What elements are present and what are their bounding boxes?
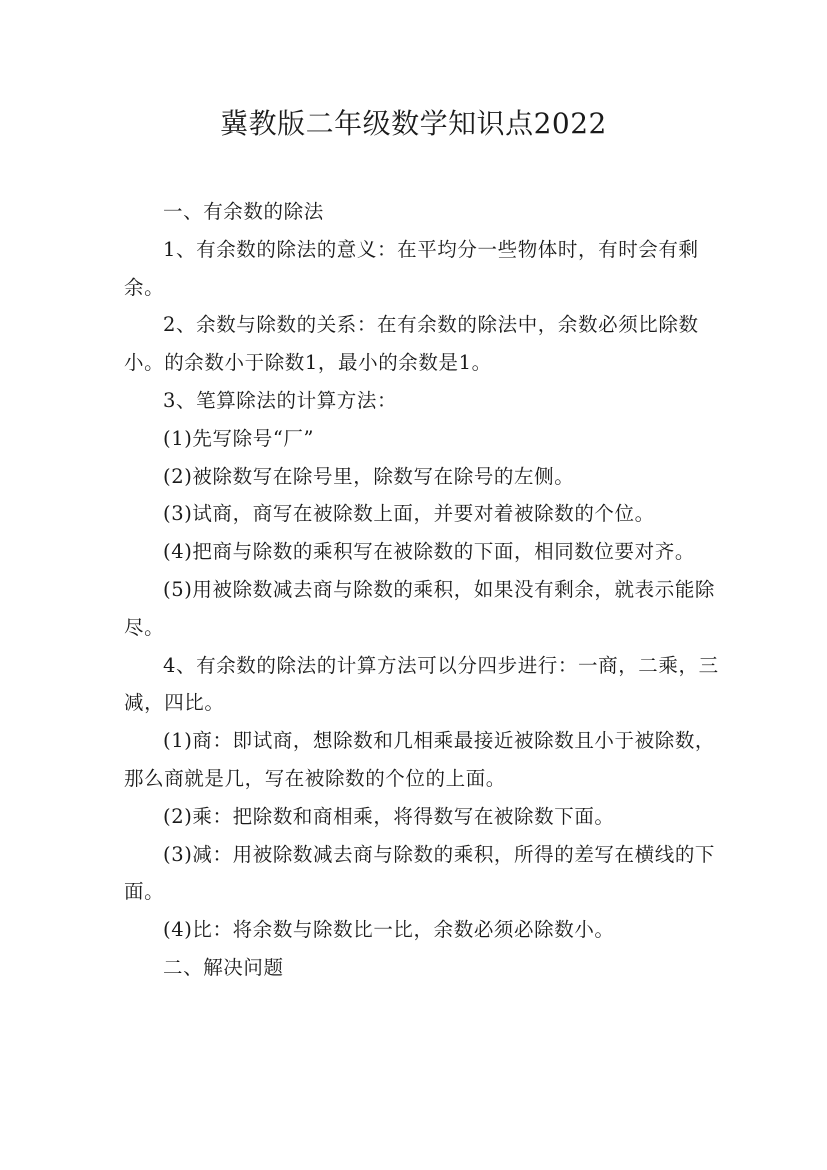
step-3-trial-quotient: (3)试商，商写在被除数上面，并要对着被除数的个位。 [163,502,655,526]
paragraph-written-division-method: 3、笔算除法的计算方法： [163,388,398,412]
paragraph-four-steps: 4、有余数的除法的计算方法可以分四步进行：一商，二乘，三减，四比。 [124,653,719,715]
document-body [124,193,724,987]
step-1-write-sign: (1)先写除号“厂” [163,426,315,450]
document-title: 冀教版二年级数学知识点2022 [220,107,607,140]
section-heading-problem-solving: 二、解决问题 [163,955,284,979]
four-steps-subtract: (3)减：用被除数减去商与除数的乘积，所得的差写在横线的下面。 [124,842,716,904]
section-heading-remainder-division: 一、有余数的除法 [163,200,324,223]
paragraph-meaning: 1、有余数的除法的意义：在平均分一些物体时，有时会有剩余。 [124,237,699,299]
paragraph-remainder-divisor-relation: 2、余数与除数的关系：在有余数的除法中，余数必须比除数小。的余数小于除数1，最小的余数是1。 [124,313,699,375]
four-steps-quotient: (1)商：即试商，想除数和几相乘最接近被除数且小于被除数，那么商就是几，写在被除数的个位的上面。 [124,729,716,790]
four-steps-multiply: (2)乘：把除数和商相乘，将得数写在被除数下面。 [163,804,615,828]
step-5-subtract: (5)用被除数减去商与除数的乘积，如果没有剩余，就表示能除尽。 [124,577,716,639]
four-steps-compare: (4)比：将余数与除数比一比，余数必须必除数小。 [163,918,615,942]
step-4-product-alignment: (4)把商与除数的乘积写在被除数的下面，相同数位要对齐。 [163,540,695,564]
step-2-place-numbers: (2)被除数写在除号里，除数写在除号的左侧。 [163,464,575,488]
